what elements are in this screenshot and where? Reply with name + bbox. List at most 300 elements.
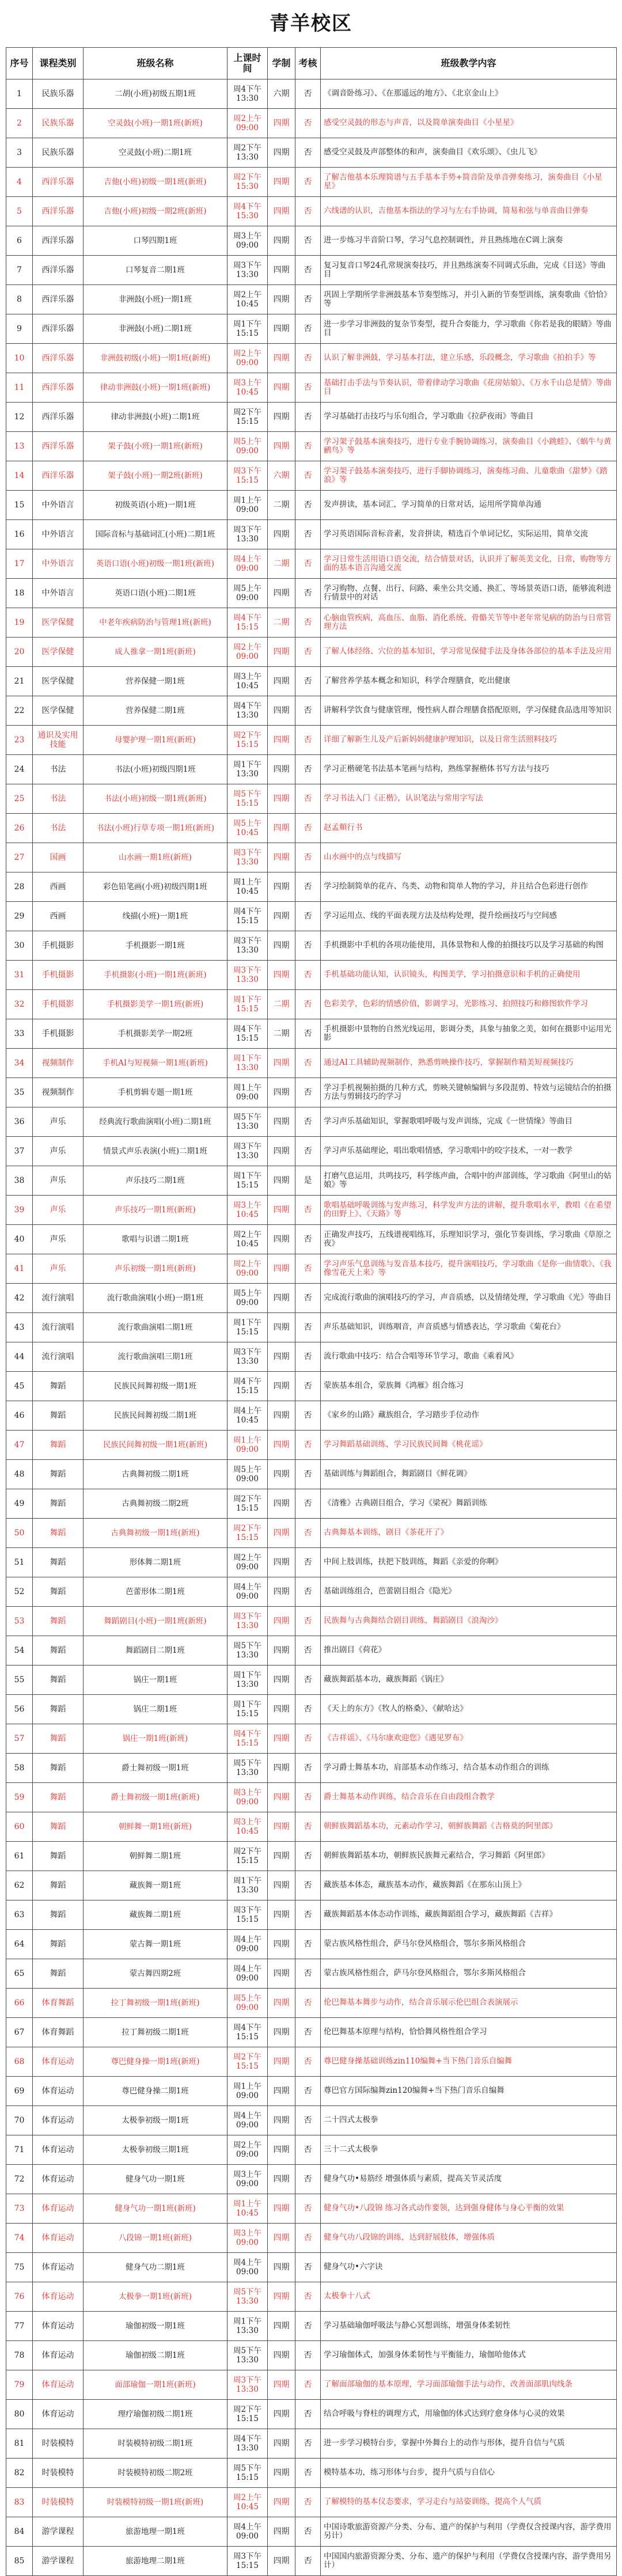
cell-term xyxy=(268,1812,295,1842)
cell-content xyxy=(321,961,617,990)
cell-category-text: 游学课程 xyxy=(41,2556,74,2566)
cell-assessment-text: 否 xyxy=(304,941,312,950)
cell-assessment-text: 否 xyxy=(304,295,312,304)
cell-time-text: 周3下午13:30 xyxy=(233,2376,262,2394)
cell-term-text: 四期 xyxy=(273,677,290,686)
cell-content xyxy=(321,520,617,549)
cell-class-name xyxy=(84,1313,227,1342)
cell-term xyxy=(268,1577,295,1607)
cell-assessment-text: 否 xyxy=(304,500,312,510)
cell-content xyxy=(321,1636,617,1666)
cell-content-text: 基础训练与舞蹈组合，舞蹈剧目《鲜花调》 xyxy=(324,1469,472,1479)
cell-content xyxy=(321,1225,617,1254)
cell-class-name xyxy=(84,902,227,931)
cell-assessment xyxy=(295,1900,321,1930)
cell-content xyxy=(321,1607,617,1636)
cell-assessment-text: 否 xyxy=(304,765,312,774)
cell-content xyxy=(321,2047,617,2077)
cell-time-text: 周4上午09:00 xyxy=(233,1583,262,1601)
cell-assessment xyxy=(295,256,321,285)
cell-category-text: 时装模特 xyxy=(41,2468,74,2478)
table-row xyxy=(6,79,617,109)
cell-time xyxy=(227,2165,268,2194)
cell-index-text: 63 xyxy=(14,1910,25,1919)
cell-category-text: 体育舞蹈 xyxy=(41,1998,74,2008)
cell-class-name-text: 拉丁舞初级一期1班(新班) xyxy=(111,1998,200,2008)
cell-category-text: 西洋乐器 xyxy=(41,177,74,187)
cell-index xyxy=(6,1577,33,1607)
cell-content xyxy=(321,1078,617,1107)
cell-term-text: 四期 xyxy=(273,1499,290,1508)
cell-content xyxy=(321,1489,617,1519)
cell-content-text: 巩固上学期所学非洲鼓基本节奏型练习，并引入新的节奏型训练，演奏歌曲《恰恰》等 xyxy=(324,290,612,308)
cell-class-name xyxy=(84,2047,227,2077)
cell-index xyxy=(6,1930,33,1959)
cell-term xyxy=(268,109,295,138)
cell-assessment-text: 否 xyxy=(304,1558,312,1567)
cell-class-name-text: 母婴护理一期1班(新班) xyxy=(115,735,196,745)
cell-content xyxy=(321,1166,617,1196)
cell-index-text: 35 xyxy=(14,1088,25,1097)
cell-time-text: 周3上午10:45 xyxy=(233,672,262,691)
cell-term-text: 四期 xyxy=(273,1059,290,1068)
cell-category xyxy=(33,843,84,872)
cell-content-text: 《调音卧练习》、《在那遥远的地方》、《北京金山上》 xyxy=(324,89,503,98)
cell-class-name-text: 朝鲜舞二期1班 xyxy=(129,1852,181,1861)
cell-category xyxy=(33,2047,84,2077)
cell-content-text: 学习声乐基础理论，唱出歌唱情感，学习歌唱中的咬字技术，一对一教学 xyxy=(324,1146,572,1156)
cell-content-text: 声乐基础知识，训练咽音，声音质感与情感表达，学习歌曲《菊花台》 xyxy=(324,1322,565,1332)
cell-category-text: 流行演唱 xyxy=(41,1323,74,1332)
cell-class-name-text: 尊巴健身操二期1班 xyxy=(122,2086,189,2096)
cell-index xyxy=(6,138,33,168)
cell-assessment xyxy=(295,1401,321,1431)
cell-category-text: 医学保健 xyxy=(41,647,74,657)
cell-index-text: 5 xyxy=(17,207,22,216)
cell-class-name xyxy=(84,1871,227,1900)
cell-assessment-text: 否 xyxy=(304,265,312,275)
cell-content xyxy=(321,138,617,168)
cell-index xyxy=(6,2135,33,2165)
cell-index xyxy=(6,2047,33,2077)
cell-index xyxy=(6,1812,33,1842)
cell-term xyxy=(268,667,295,696)
table-row xyxy=(6,2253,617,2282)
cell-class-name-text: 健身气功一期1班 xyxy=(125,2175,185,2184)
cell-class-name xyxy=(84,403,227,432)
cell-time xyxy=(227,2459,268,2488)
cell-time xyxy=(227,755,268,784)
cell-class-name-text: 古典舞初级二期1班 xyxy=(122,1470,189,1479)
cell-term xyxy=(268,2341,295,2370)
cell-category-text: 西洋乐器 xyxy=(41,324,74,333)
cell-content-text: 蒙族基本组合，蒙族舞《鸿雁》组合练习 xyxy=(324,1381,464,1391)
cell-content-text: 二十四式太极拳 xyxy=(324,2115,378,2125)
cell-time xyxy=(227,608,268,638)
cell-index-text: 76 xyxy=(14,2292,25,2301)
cell-category xyxy=(33,1489,84,1519)
cell-term xyxy=(268,1342,295,1372)
table-row xyxy=(6,1754,617,1783)
cell-category xyxy=(33,961,84,990)
cell-time-text: 周1上午10:45 xyxy=(233,878,262,896)
cell-assessment-text: 是 xyxy=(304,1176,312,1185)
cell-assessment xyxy=(295,138,321,168)
table-row xyxy=(6,403,617,432)
cell-index xyxy=(6,931,33,961)
cell-index-text: 27 xyxy=(14,853,25,862)
cell-category xyxy=(33,2253,84,2282)
table-row xyxy=(6,814,617,843)
cell-time xyxy=(227,2047,268,2077)
table-row xyxy=(6,1519,617,1548)
cell-class-name xyxy=(84,138,227,168)
cell-category xyxy=(33,1166,84,1196)
cell-category-text: 舞蹈 xyxy=(50,1646,66,1655)
cell-category-text: 书法 xyxy=(50,794,66,803)
cell-class-name xyxy=(84,1607,227,1636)
cell-assessment xyxy=(295,2165,321,2194)
cell-assessment-text: 否 xyxy=(304,2380,312,2389)
cell-term xyxy=(268,432,295,461)
cell-term xyxy=(268,1019,295,1049)
cell-content xyxy=(321,1401,617,1431)
cell-content-text: 《吉祥谣》、《马尔康欢迎您》《遇见罗布》 xyxy=(324,1733,468,1743)
cell-assessment-text: 否 xyxy=(304,1528,312,1538)
cell-category-text: 医学保健 xyxy=(41,618,74,627)
cell-assessment xyxy=(295,1196,321,1225)
table-row xyxy=(6,1783,617,1812)
cell-content xyxy=(321,1342,617,1372)
table-row xyxy=(6,1342,617,1372)
cell-term xyxy=(268,931,295,961)
cell-content xyxy=(321,1137,617,1166)
cell-index xyxy=(6,1519,33,1548)
cell-class-name-text: 律动非洲鼓(小班)二期1班 xyxy=(111,412,200,422)
cell-term xyxy=(268,961,295,990)
table-row xyxy=(6,1900,617,1930)
cell-time-text: 周1下午13:30 xyxy=(233,1054,262,1072)
cell-category xyxy=(33,1900,84,1930)
table-row xyxy=(6,1401,617,1431)
cell-assessment-text: 否 xyxy=(304,912,312,921)
cell-category xyxy=(33,373,84,403)
cell-class-name xyxy=(84,608,227,638)
cell-time-text: 周3下午13:30 xyxy=(233,1142,262,1160)
cell-time-text: 周3上午09:00 xyxy=(233,2170,262,2188)
cell-index xyxy=(6,520,33,549)
cell-category-text: 西画 xyxy=(50,882,66,891)
cell-content xyxy=(321,256,617,285)
cell-class-name-text: 手机摄影一期1班 xyxy=(125,941,185,950)
cell-category-text: 手机摄影 xyxy=(41,1029,74,1038)
cell-class-name-text: 舞蹈剧目(小班)一期1班(新班) xyxy=(104,1617,207,1626)
cell-category xyxy=(33,138,84,168)
cell-term xyxy=(268,1431,295,1460)
cell-term-text: 四期 xyxy=(273,941,290,950)
cell-category-text: 舞蹈 xyxy=(50,1705,66,1714)
cell-category-text: 西洋乐器 xyxy=(41,412,74,422)
cell-index xyxy=(6,579,33,608)
cell-term-text: 四期 xyxy=(273,1382,290,1391)
cell-time-text: 周5下午13:30 xyxy=(233,1759,262,1777)
cell-time xyxy=(227,1783,268,1812)
cell-assessment-text: 否 xyxy=(304,1998,312,2008)
cell-time-text: 周1下午13:30 xyxy=(233,1876,262,1895)
cell-content-text: 进一步学习非洲鼓的复杂节奏型，提升合奏能力，学习歌曲《你若是我的眼睛》等曲目 xyxy=(324,319,612,337)
cell-index-text: 78 xyxy=(14,2351,25,2360)
cell-term xyxy=(268,1636,295,1666)
cell-content xyxy=(321,1900,617,1930)
cell-assessment xyxy=(295,1989,321,2018)
cell-content xyxy=(321,1959,617,1989)
cell-term xyxy=(268,1372,295,1401)
cell-index-text: 85 xyxy=(14,2556,25,2566)
cell-content-text: 尊巴健身操基础训练zin110编舞+当下热门音乐自编舞 xyxy=(324,2057,513,2066)
cell-class-name xyxy=(84,931,227,961)
cell-term-text: 四期 xyxy=(273,1117,290,1126)
table-row xyxy=(6,1166,617,1196)
cell-category xyxy=(33,2312,84,2341)
cell-class-name-text: 手机剪辑专题一期1班 xyxy=(117,1088,193,1097)
cell-time xyxy=(227,256,268,285)
cell-class-name xyxy=(84,1254,227,1284)
table-row xyxy=(6,432,617,461)
cell-category xyxy=(33,2224,84,2253)
cell-assessment xyxy=(295,843,321,872)
cell-index-text: 54 xyxy=(14,1646,25,1655)
table-row xyxy=(6,1959,617,1989)
table-row xyxy=(6,1812,617,1842)
cell-category-text: 西洋乐器 xyxy=(41,207,74,216)
cell-content-text: 伦巴舞基本原理与结构，恰恰舞风格性组合学习 xyxy=(324,2027,487,2037)
cell-category xyxy=(33,1754,84,1783)
cell-index-text: 36 xyxy=(14,1117,25,1126)
table-row xyxy=(6,2194,617,2224)
cell-content xyxy=(321,1107,617,1137)
cell-time xyxy=(227,403,268,432)
cell-category xyxy=(33,197,84,226)
cell-term-text: 四期 xyxy=(273,442,290,451)
cell-index-text: 19 xyxy=(14,618,25,627)
cell-index xyxy=(6,1871,33,1900)
cell-class-name xyxy=(84,2282,227,2312)
cell-assessment xyxy=(295,373,321,403)
cell-time xyxy=(227,1636,268,1666)
cell-category xyxy=(33,2341,84,2370)
cell-term-text: 四期 xyxy=(273,236,290,245)
cell-content xyxy=(321,1548,617,1577)
cell-category xyxy=(33,784,84,814)
cell-category-text: 体育运动 xyxy=(41,2145,74,2154)
cell-class-name xyxy=(84,1900,227,1930)
cell-assessment xyxy=(295,197,321,226)
cell-time xyxy=(227,2194,268,2224)
cell-content xyxy=(321,1812,617,1842)
cell-class-name-text: 锅庄二期1班 xyxy=(133,1705,177,1714)
table-row xyxy=(6,1372,617,1401)
cell-assessment xyxy=(295,1166,321,1196)
cell-index-text: 4 xyxy=(17,177,22,187)
cell-category-text: 体育运动 xyxy=(41,2263,74,2272)
cell-assessment-text: 否 xyxy=(304,207,312,216)
cell-assessment xyxy=(295,784,321,814)
cell-term xyxy=(268,902,295,931)
cell-category xyxy=(33,1842,84,1871)
cell-assessment-text: 否 xyxy=(304,1617,312,1626)
cell-class-name xyxy=(84,1959,227,1989)
cell-content xyxy=(321,109,617,138)
cell-term-text: 四期 xyxy=(273,2468,290,2478)
cell-class-name-text: 太极拳初级三期1班 xyxy=(122,2145,189,2154)
cell-category-text: 舞蹈 xyxy=(50,1940,66,1949)
cell-index-text: 64 xyxy=(14,1940,25,1949)
cell-content-text: 学习架子鼓基本演奏技巧，进行专业手腕协调练习，演奏曲目《小跳蛙》、《蜗牛与黄鹂鸟》等 xyxy=(324,437,612,455)
cell-index-text: 49 xyxy=(14,1499,25,1508)
cell-content xyxy=(321,197,617,226)
cell-index xyxy=(6,1666,33,1695)
cell-category xyxy=(33,1871,84,1900)
cell-category-text: 民族乐器 xyxy=(41,119,74,128)
cell-assessment xyxy=(295,1754,321,1783)
cell-time-text: 周3上午10:45 xyxy=(233,1201,262,1219)
cell-index xyxy=(6,1137,33,1166)
table-row xyxy=(6,1107,617,1137)
cell-index-text: 14 xyxy=(14,471,25,480)
cell-content-text: 赵孟頫行书 xyxy=(324,823,363,833)
cell-term xyxy=(268,2135,295,2165)
cell-term-text: 四期 xyxy=(273,2410,290,2419)
cell-category xyxy=(33,2194,84,2224)
cell-content xyxy=(321,2224,617,2253)
cell-category xyxy=(33,549,84,579)
cell-assessment-text: 否 xyxy=(304,1205,312,1215)
cell-class-name-text: 书法(小班)行草专项一期1班(新班) xyxy=(96,824,215,833)
cell-index xyxy=(6,2165,33,2194)
cell-term xyxy=(268,1460,295,1489)
cell-index xyxy=(6,432,33,461)
cell-time-text: 周4上午10:45 xyxy=(233,1406,262,1425)
cell-assessment-text: 否 xyxy=(304,442,312,451)
cell-term xyxy=(268,373,295,403)
cell-index-text: 21 xyxy=(14,677,25,686)
cell-category xyxy=(33,696,84,726)
cell-index xyxy=(6,1342,33,1372)
cell-category-text: 中外语言 xyxy=(41,530,74,539)
table-row xyxy=(6,2282,617,2312)
cell-category xyxy=(33,491,84,520)
cell-index xyxy=(6,638,33,667)
cell-category xyxy=(33,2370,84,2400)
cell-term xyxy=(268,344,295,373)
cell-content-text: 正确发声技巧，五线谱视唱练耳，乐理知识学习，强化节奏训练，学习歌曲《草原之夜》 xyxy=(324,1230,612,1248)
cell-index-text: 13 xyxy=(14,442,25,451)
cell-term-text: 四期 xyxy=(273,354,290,363)
table-row xyxy=(6,696,617,726)
cell-class-name-text: 舞蹈剧目二期1班 xyxy=(125,1646,185,1655)
cell-term-text: 四期 xyxy=(273,530,290,539)
cell-assessment xyxy=(295,2517,321,2547)
cell-term-text: 四期 xyxy=(273,1323,290,1332)
cell-class-name-text: 非洲鼓(小班)一期1班 xyxy=(118,295,192,304)
cell-content-text: 结合呼吸与脊柱的调理方式，用瑜伽的体式达到疗愈身体与心灵的效果 xyxy=(324,2409,565,2419)
table-row xyxy=(6,961,617,990)
cell-time xyxy=(227,961,268,990)
cell-assessment xyxy=(295,931,321,961)
cell-term-text: 四期 xyxy=(273,1646,290,1655)
cell-category-text: 通识及实用技能 xyxy=(37,731,78,749)
cell-assessment-text: 否 xyxy=(304,2145,312,2154)
cell-assessment-text: 否 xyxy=(304,1147,312,1156)
cell-assessment-text: 否 xyxy=(304,2321,312,2331)
cell-category xyxy=(33,1812,84,1842)
cell-time-text: 周2下午15:15 xyxy=(233,1847,262,1865)
cell-category-text: 舞蹈 xyxy=(50,1558,66,1567)
cell-category-text: 国画 xyxy=(50,853,66,862)
cell-content-text: 中国国内旅游资源分类、分布、遗产的保护与利用（学费仅含授课内容，游学费用另计） xyxy=(324,2551,612,2570)
cell-time-text: 周4下午15:15 xyxy=(233,907,262,925)
cell-assessment-text: 否 xyxy=(304,559,312,568)
cell-time xyxy=(227,226,268,256)
cell-assessment xyxy=(295,2547,321,2576)
cell-index-text: 59 xyxy=(14,1793,25,1802)
cell-time xyxy=(227,138,268,168)
cell-content xyxy=(321,1930,617,1959)
cell-assessment xyxy=(295,168,321,197)
cell-content xyxy=(321,403,617,432)
cell-content xyxy=(321,2459,617,2488)
cell-content-text: 三十二式太极拳 xyxy=(324,2145,378,2154)
cell-term xyxy=(268,2400,295,2429)
cell-class-name-text: 时装模特初级二期2班 xyxy=(117,2468,193,2478)
cell-index-text: 68 xyxy=(14,2057,25,2066)
cell-time-text: 周2下午15:15 xyxy=(233,2405,262,2423)
cell-content xyxy=(321,2135,617,2165)
table-row xyxy=(6,755,617,784)
cell-class-name-text: 民族民间舞初级一期1班 xyxy=(113,1382,197,1391)
cell-time-text: 周4下午15:30 xyxy=(233,202,262,221)
cell-time-text: 周5下午13:30 xyxy=(233,1113,262,1131)
cell-assessment xyxy=(295,814,321,843)
cell-content-text: 山水画中的点与线描写 xyxy=(324,852,401,862)
cell-category-text: 西画 xyxy=(50,912,66,921)
cell-content-text: 感受空灵鼓及声部整体的和声，演奏曲目《欢乐颂》、《虫儿飞》 xyxy=(324,147,541,157)
cell-index xyxy=(6,491,33,520)
cell-class-name-text: 旅游地理二期1班 xyxy=(125,2556,185,2566)
cell-class-name-text: 锅庄一期1班(新班) xyxy=(122,1734,188,1743)
cell-assessment-text: 否 xyxy=(304,148,312,157)
cell-content-text: 了解模特的基本仪态要求，学习走台与站姿训练，提高个人气质 xyxy=(324,2497,541,2507)
cell-assessment-text: 否 xyxy=(304,1969,312,1978)
table-row xyxy=(6,197,617,226)
cell-index xyxy=(6,2106,33,2135)
cell-assessment xyxy=(295,2224,321,2253)
header-content: 班级教学内容 xyxy=(321,48,617,79)
cell-index xyxy=(6,1372,33,1401)
table-row xyxy=(6,226,617,256)
cell-assessment-text: 否 xyxy=(304,1646,312,1655)
cell-assessment xyxy=(295,1724,321,1754)
cell-class-name xyxy=(84,1107,227,1137)
cell-assessment xyxy=(295,902,321,931)
cell-category xyxy=(33,2135,84,2165)
cell-category xyxy=(33,520,84,549)
cell-content xyxy=(321,2400,617,2429)
cell-content-text: 详细了解新生儿及产后新妈妈健康护理知识，以及日常生活照料技巧 xyxy=(324,735,557,745)
table-row xyxy=(6,931,617,961)
cell-class-name-text: 吉他(小班)初级一期1班(新班) xyxy=(104,177,207,187)
cell-index-text: 61 xyxy=(14,1852,25,1861)
